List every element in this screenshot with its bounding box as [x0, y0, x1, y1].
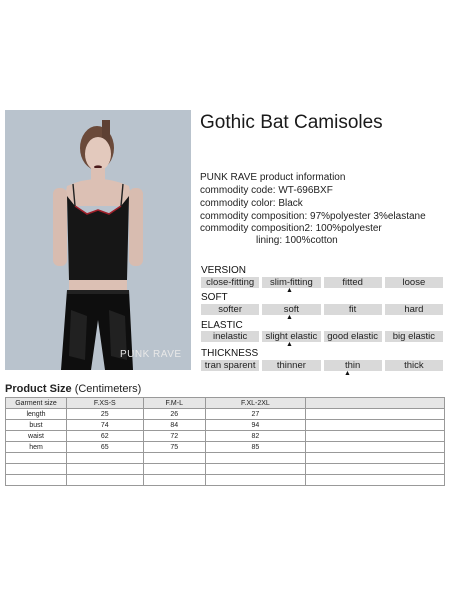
table-header-row — [6, 398, 445, 409]
attr-soft-label: SOFT — [201, 292, 228, 303]
column-header: F.M-L — [143, 398, 205, 409]
table-cell: 27 — [205, 409, 305, 420]
table-row — [6, 464, 445, 475]
watermark: PUNK RAVE — [120, 349, 182, 360]
attr-soft-scale — [201, 304, 443, 315]
size-heading-unit: (Centimeters) — [74, 383, 142, 395]
column-header: F.XL-2XL — [205, 398, 305, 409]
attr-option: softer — [201, 304, 259, 315]
size-table — [5, 397, 445, 486]
table-cell: 62 — [67, 431, 144, 442]
attr-option: slight elastic — [262, 331, 320, 342]
info-composition2: commodity composition2: 100%polyester — [200, 223, 382, 234]
info-composition: commodity composition: 97%polyester 3%elastane — [200, 211, 426, 222]
table-cell — [205, 475, 305, 486]
attr-option: hard — [385, 304, 443, 315]
attr-option: fit — [324, 304, 382, 315]
info-color: commodity color: Black — [200, 198, 303, 209]
attr-option: soft — [262, 304, 320, 315]
attr-option: tran sparent — [201, 360, 259, 371]
table-cell — [6, 475, 67, 486]
attr-elastic-scale — [201, 331, 443, 342]
attr-option: thick — [385, 360, 443, 371]
size-table-heading — [5, 383, 141, 395]
table-cell: 25 — [67, 409, 144, 420]
attr-thickness-label: THICKNESS — [201, 348, 259, 359]
product-title: Gothic Bat Camisoles — [200, 112, 383, 133]
table-cell: hem — [6, 442, 67, 453]
table-cell — [205, 453, 305, 464]
selected-marker-icon: ▲ — [286, 341, 293, 348]
table-cell: 65 — [67, 442, 144, 453]
attr-option: inelastic — [201, 331, 259, 342]
table-cell — [306, 420, 445, 431]
column-header — [306, 398, 445, 409]
attr-option: thin — [324, 360, 382, 371]
table-cell: length — [6, 409, 67, 420]
table-cell — [6, 453, 67, 464]
column-header: Garment size — [6, 398, 67, 409]
selected-marker-icon: ▲ — [344, 370, 351, 377]
attr-version-label: VERSION — [201, 265, 247, 276]
table-cell — [205, 464, 305, 475]
attr-option: fitted — [324, 277, 382, 288]
table-row — [6, 453, 445, 464]
attr-option: loose — [385, 277, 443, 288]
table-cell: bust — [6, 420, 67, 431]
table-cell — [67, 475, 144, 486]
selected-marker-icon: ▲ — [286, 287, 293, 294]
table-cell — [306, 464, 445, 475]
table-cell — [143, 464, 205, 475]
table-cell — [306, 409, 445, 420]
info-lining: lining: 100%cotton — [256, 235, 338, 246]
attr-elastic-label: ELASTIC — [201, 320, 243, 331]
table-cell — [143, 475, 205, 486]
table-cell: 74 — [67, 420, 144, 431]
attr-option: slim-fitting — [262, 277, 320, 288]
size-heading-bold: Product Size — [5, 383, 72, 395]
column-header: F.XS-S — [67, 398, 144, 409]
table-cell — [306, 442, 445, 453]
info-brand: PUNK RAVE product information — [200, 172, 346, 183]
attr-option: big elastic — [385, 331, 443, 342]
table-cell: 85 — [205, 442, 305, 453]
table-cell — [67, 464, 144, 475]
attr-option: close-fitting — [201, 277, 259, 288]
attr-option: good elastic — [324, 331, 382, 342]
table-cell: 84 — [143, 420, 205, 431]
table-cell — [143, 453, 205, 464]
attr-thickness-scale — [201, 360, 443, 371]
table-cell — [306, 453, 445, 464]
table-cell: 82 — [205, 431, 305, 442]
table-row — [6, 420, 445, 431]
table-cell — [67, 453, 144, 464]
table-cell: 94 — [205, 420, 305, 431]
attr-version-scale — [201, 277, 443, 288]
table-row — [6, 475, 445, 486]
info-code: commodity code: WT-696BXF — [200, 185, 333, 196]
table-cell: 72 — [143, 431, 205, 442]
table-cell: 26 — [143, 409, 205, 420]
table-cell — [6, 464, 67, 475]
table-row — [6, 409, 445, 420]
table-cell — [306, 431, 445, 442]
attr-option: thinner — [262, 360, 320, 371]
table-row — [6, 431, 445, 442]
table-row — [6, 442, 445, 453]
product-photo — [5, 110, 191, 370]
table-cell: 75 — [143, 442, 205, 453]
selected-marker-icon: ▲ — [286, 314, 293, 321]
table-cell — [306, 475, 445, 486]
table-cell: waist — [6, 431, 67, 442]
